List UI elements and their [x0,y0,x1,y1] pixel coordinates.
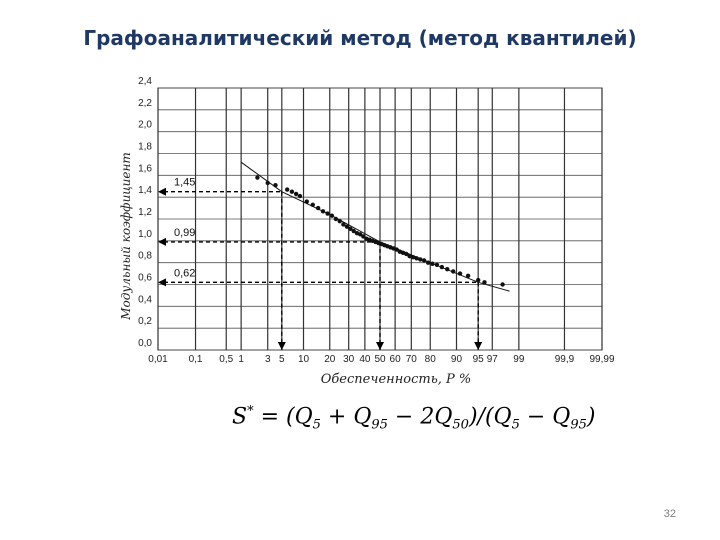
y-tick-label: 1,4 [138,185,152,197]
ref-value-label: 0,99 [174,226,196,239]
x-tick-label: 3 [264,354,271,365]
data-point [445,267,449,271]
x-tick-label: 70 [405,354,417,365]
formula-q: Q [294,404,313,430]
y-tick-labels [138,76,152,349]
data-point [321,209,325,213]
x-tick-label: 99,99 [589,354,615,365]
y-tick-label: 0,2 [138,316,152,328]
slide-title: Графоаналитический метод (метод квантилей) [83,26,637,50]
x-tick-label: 20 [324,354,336,365]
data-point [325,211,329,215]
formula-minus: − [519,404,553,430]
data-point [285,187,289,191]
x-tick-label: 90 [450,354,463,365]
x-tick-label: 5 [279,354,285,365]
data-point [435,263,439,267]
y-tick-label: 1,6 [138,163,152,175]
formula-sub-5: 5 [511,417,520,433]
ref-arrow-x [376,342,384,350]
formula-plus: + [320,404,354,430]
data-point [422,258,426,262]
ref-value-label: 0,62 [174,267,196,280]
x-tick-label: 1 [238,354,244,365]
data-point [316,206,320,210]
y-tick-label: 1,2 [138,207,152,218]
chart-grid [158,88,602,350]
data-point [311,203,315,207]
ref-value-label: 1,45 [174,176,196,189]
y-tick-label: 0,6 [138,272,152,284]
formula-sub-95: 95 [371,417,388,433]
ref-arrow-x [278,342,286,350]
skewness-formula [232,404,595,432]
data-point [330,214,334,218]
data-point [430,262,434,266]
x-tick-label: 50 [374,354,386,365]
x-tick-label: 80 [424,354,436,365]
data-point [500,282,504,286]
x-tick-labels [148,354,615,365]
data-point [458,271,462,275]
data-point [440,265,444,269]
formula-star: * [247,404,254,419]
x-tick-label: 99 [513,354,525,365]
formula-eq: = ( [253,404,295,430]
data-point [305,199,309,203]
x-tick-label: 60 [389,354,401,365]
x-tick-label: 0,1 [188,354,203,365]
x-tick-label: 0,5 [219,354,234,365]
y-axis-label: Модульный коэффициент [119,152,133,320]
formula-minus-2: − 2 [387,404,435,430]
data-point [294,192,298,196]
x-tick-label: 0,01 [148,354,168,365]
y-tick-label: 0,4 [138,294,152,306]
ref-arrow-y [158,238,166,246]
data-point [255,175,259,179]
formula-close: ) [586,404,596,430]
data-point [451,269,455,273]
data-point [418,257,422,261]
x-tick-label: 99,9 [554,354,575,365]
y-tick-label: 2,4 [138,76,152,87]
x-tick-label: 97 [486,354,498,365]
data-point [273,183,277,187]
data-point [426,260,430,264]
ref-arrow-y [158,278,166,286]
formula-lhs: S [232,404,248,430]
y-tick-label: 1,8 [138,141,152,153]
x-tick-label: 10 [297,354,310,365]
y-tick-label: 2,0 [138,119,152,131]
page-number: 32 [663,508,676,520]
data-point [338,219,342,223]
y-tick-label: 1,0 [138,228,152,240]
x-tick-label: 40 [359,354,371,365]
x-tick-label: 30 [343,354,355,365]
y-tick-label: 0,8 [138,250,152,262]
x-axis-label: Обеспеченность, P % [320,372,472,387]
formula-divide: )/( [468,404,494,430]
data-point [466,274,470,278]
data-point [298,194,302,198]
formula-q: Q [353,404,372,430]
formula-q: Q [493,404,512,430]
data-point [334,217,338,221]
data-point [290,190,294,194]
ref-arrow-x [474,342,482,350]
x-tick-label: 95 [472,354,484,365]
data-point [482,280,486,284]
ref-arrow-y [158,188,166,196]
formula-q: Q [434,404,453,430]
formula-sub-95: 95 [570,417,587,433]
y-tick-label: 0,0 [138,338,152,349]
data-point [476,278,480,282]
formula-sub-5: 5 [312,417,321,433]
formula-sub-50: 50 [452,417,469,433]
y-tick-label: 2,2 [138,97,152,109]
data-point [266,181,270,185]
formula-q: Q [552,404,571,430]
